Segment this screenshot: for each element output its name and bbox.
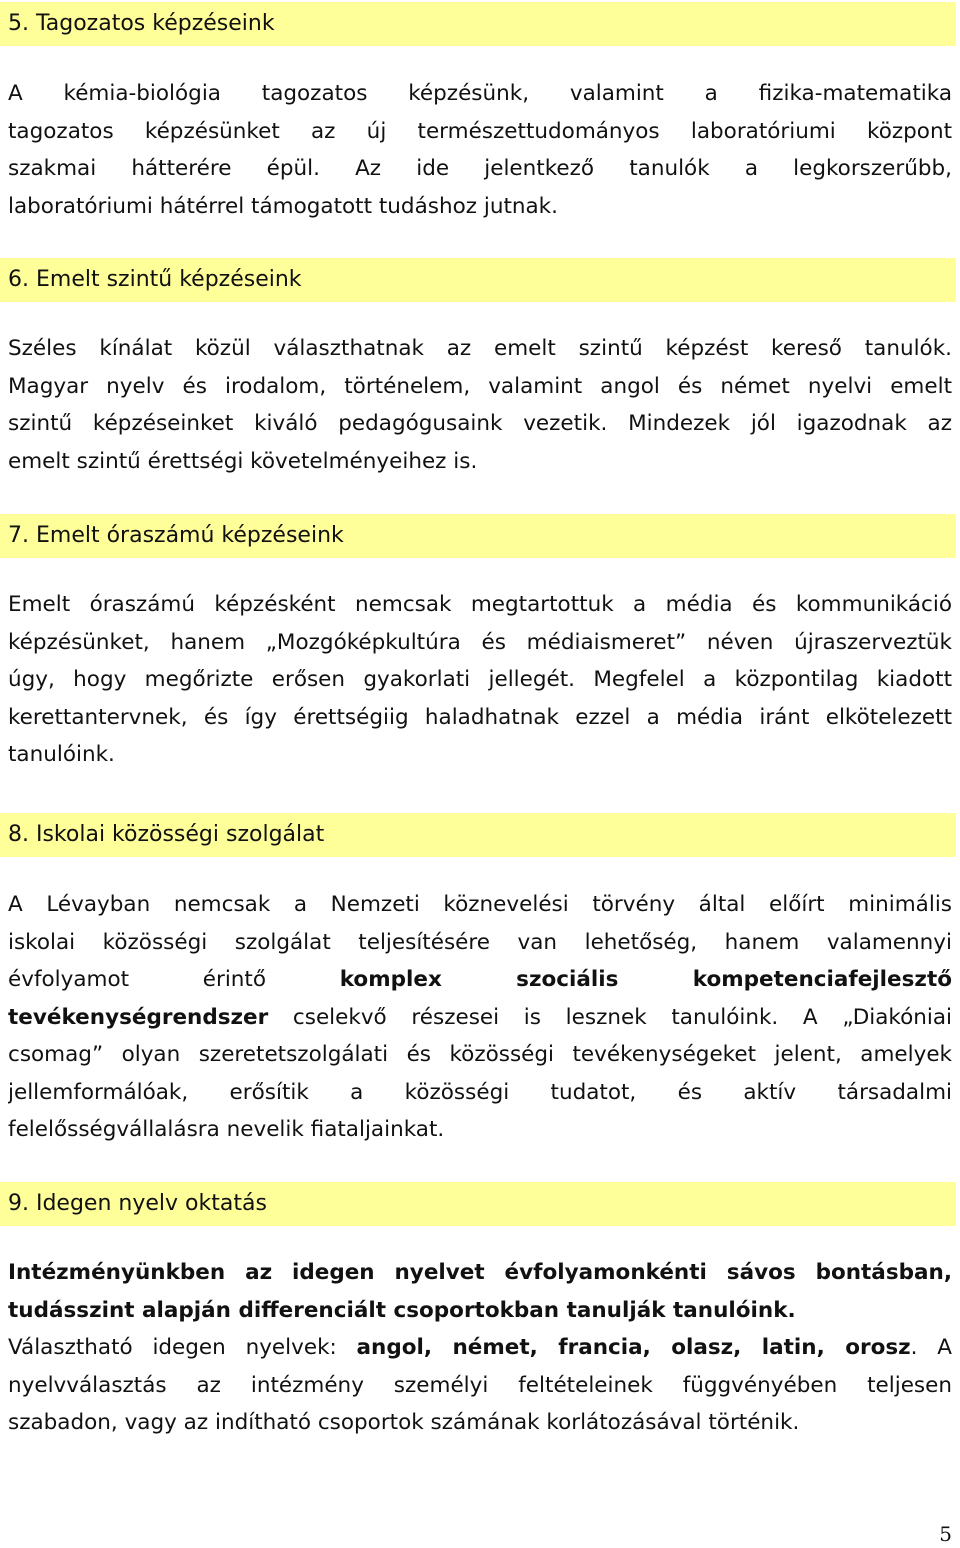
text-line: képzésünket, hanem „Mozgóképkultúra és médiaismeret” néven újraszerveztük <box>8 629 952 655</box>
text-line: szabadon, vagy az indítható csoportok számának korlátozásával történik. <box>8 1410 800 1435</box>
section-heading-9: 9. Idegen nyelv oktatás <box>0 1182 956 1226</box>
text-line: úgy, hogy megőrizte erősen gyakorlati jellegét. Megfelel a központilag kiadott <box>8 667 952 692</box>
text-line: jellemformálóak, erősítik a közösségi tudatot, és aktív társadalmi <box>8 1079 952 1105</box>
text-line: nyelvválasztás az intézmény személyi feltételeinek függvényében teljesen <box>8 1372 952 1398</box>
text-line: tudásszint alapján differenciált csoportokban tanulják tanulóink. <box>8 1297 796 1323</box>
text-run: Választható idegen nyelvek: <box>8 1335 357 1360</box>
text-line: felelősségvállalásra nevelik fiataljainkat. <box>8 1117 445 1142</box>
text-line <box>8 999 952 1037</box>
text-line: szakmai hátterére épül. Az ide jelentkező tanulók a legkorszerűbb, <box>8 156 952 181</box>
text-line: A Lévayban nemcsak a Nemzeti köznevelési törvény által előírt minimális <box>8 892 952 917</box>
bold-text-run: tevékenységrendszer <box>8 1004 269 1030</box>
bold-text-run: angol, német, francia, olasz, latin, orosz <box>356 1335 911 1360</box>
section-body-7 <box>8 586 952 774</box>
text-line: laboratóriumi hátérrel támogatott tudáshoz jutnak. <box>8 193 558 219</box>
text-line: kerettantervnek, és így érettségiig haladhatnak ezzel a média iránt elkötelezett <box>8 704 952 730</box>
section-body-8 <box>8 886 952 1149</box>
section-heading-5: 5. Tagozatos képzéseink <box>0 2 956 46</box>
text-run: cselekvő részesei is lesznek tanulóink. A „Diakóniai <box>268 1004 952 1030</box>
section-heading-8: 8. Iskolai közösségi szolgálat <box>0 813 956 857</box>
text-line: szintű képzéseinket kiváló pedagógusaink vezetik. Mindezek jól igazodnak az <box>8 411 952 436</box>
text-line: emelt szintű érettségi követelményeihez is. <box>8 448 478 474</box>
text-line: csomag” olyan szeretetszolgálati és közösségi tevékenységeket jelent, amelyek <box>8 1042 952 1067</box>
text-line: Intézményünkben az idegen nyelvet évfolyamonkénti sávos bontásban, <box>8 1260 952 1285</box>
text-line: iskolai közösségi szolgálat teljesítésére van lehetőség, hanem valamennyi <box>8 929 952 955</box>
section-heading-6: 6. Emelt szintű képzéseink <box>0 258 956 302</box>
section-heading-7: 7. Emelt óraszámú képzéseink <box>0 514 956 558</box>
text-line <box>8 961 952 999</box>
text-run: . A <box>910 1335 952 1360</box>
page-number: 5 <box>939 1522 952 1546</box>
text-line: Széles kínálat közül választhatnak az emelt szintű képzést kereső tanulók. <box>8 336 952 361</box>
section-body-6 <box>8 330 952 480</box>
text-line: A kémia-biológia tagozatos képzésünk, valamint a fizika-matematika <box>8 81 952 106</box>
text-line: tanulóink. <box>8 742 115 767</box>
text-run: évfolyamot érintő <box>8 967 340 992</box>
section-body-5 <box>8 75 952 225</box>
text-line: Emelt óraszámú képzésként nemcsak megtartottuk a média és kommunikáció <box>8 592 952 617</box>
text-line <box>8 1329 952 1367</box>
text-line: tagozatos képzésünket az új természettudományos laboratóriumi központ <box>8 118 952 144</box>
section-body-9 <box>8 1254 952 1442</box>
bold-text-run: komplex szociális kompetenciafejlesztő <box>339 967 952 992</box>
text-line: Magyar nyelv és irodalom, történelem, valamint angol és német nyelvi emelt <box>8 373 952 399</box>
